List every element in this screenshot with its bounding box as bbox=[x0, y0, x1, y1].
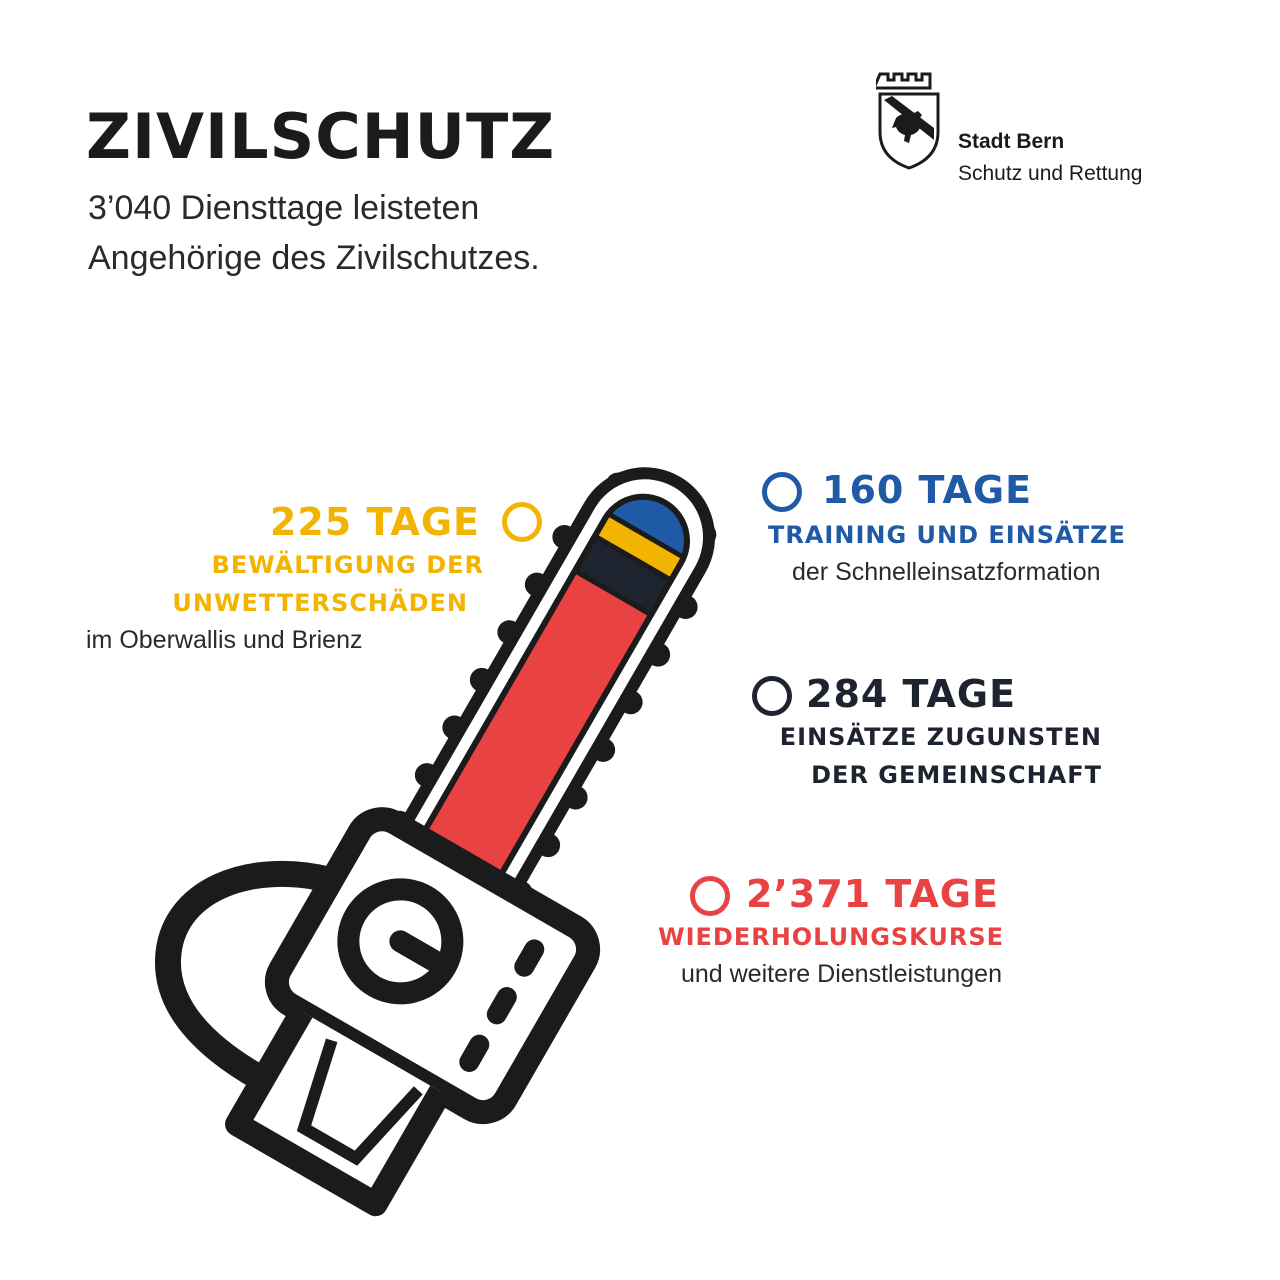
stat-284-label-line2: DER GEMEINSCHAFT bbox=[811, 761, 1102, 789]
stat-225-label-line1: BEWÄLTIGUNG DER bbox=[211, 551, 484, 579]
stat-160-label: TRAINING UND EINSÄTZE bbox=[768, 521, 1126, 549]
stat-2371-days: 2’371 TAGE bbox=[746, 872, 999, 916]
page-title: ZIVILSCHUTZ bbox=[86, 100, 556, 173]
red-ring-icon bbox=[690, 876, 730, 916]
stat-2371-label: WIEDERHOLUNGSKURSE bbox=[658, 923, 1004, 951]
stat-160-detail: der Schnelleinsatzformation bbox=[792, 558, 1101, 586]
logo-department: Schutz und Rettung bbox=[958, 162, 1143, 185]
stat-225-detail: im Oberwallis und Brienz bbox=[86, 626, 363, 654]
stat-284-label-line1: EINSÄTZE ZUGUNSTEN bbox=[779, 723, 1102, 751]
stat-225-label-line2: UNWETTERSCHÄDEN bbox=[172, 589, 468, 617]
stat-225-days: 225 TAGE bbox=[269, 500, 480, 544]
stat-160-days: 160 TAGE bbox=[822, 468, 1033, 512]
stat-2371-detail: und weitere Dienstleistungen bbox=[680, 960, 1002, 988]
yellow-ring-icon bbox=[502, 502, 542, 542]
subtitle-line-2: Angehörige des Zivilschutzes. bbox=[88, 239, 540, 277]
dark-ring-icon bbox=[752, 676, 792, 716]
stat-284-days: 284 TAGE bbox=[806, 672, 1017, 716]
logo-city-name: Stadt Bern bbox=[958, 130, 1065, 153]
blue-ring-icon bbox=[762, 472, 802, 512]
subtitle-line-1: 3’040 Diensttage leisteten bbox=[88, 189, 480, 227]
